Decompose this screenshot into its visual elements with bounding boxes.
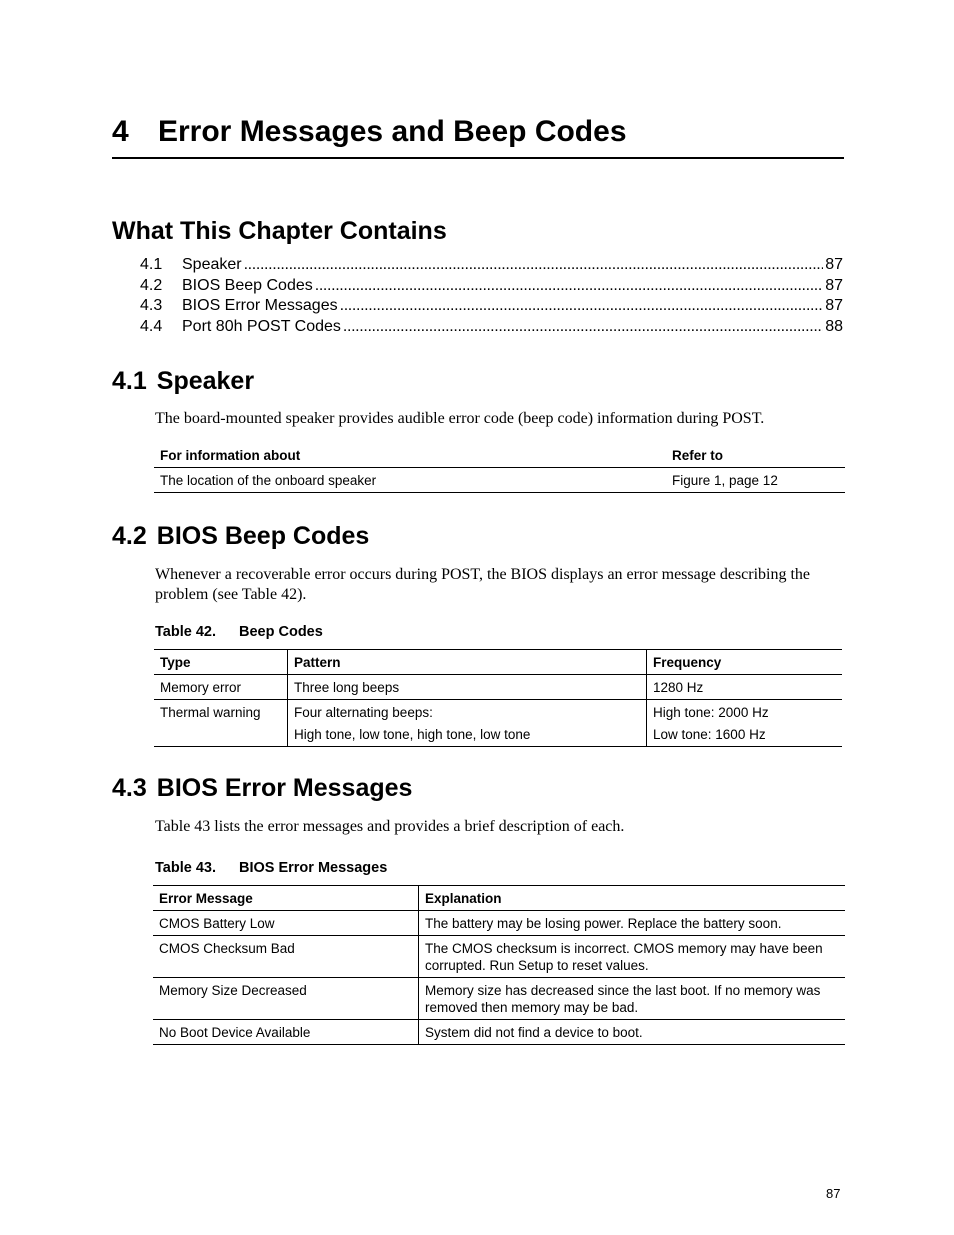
table-row (154, 700, 842, 747)
caption-title: BIOS Error Messages (239, 860, 388, 876)
column-header: Error Message (153, 886, 419, 911)
frequency-line: High tone: 2000 Hz (653, 705, 769, 720)
toc-leader-dots (340, 296, 824, 317)
table-cell: 1280 Hz (647, 675, 843, 700)
toc-leader-dots (244, 255, 824, 276)
errors-paragraph: Table 43 lists the error messages and provides a brief description of each. (155, 818, 625, 835)
toc-leader-dots (343, 317, 823, 338)
table-cell: Memory Size Decreased (153, 978, 419, 1020)
toc-entry-bios-error-messages[interactable] (140, 296, 843, 317)
toc-entry-title: BIOS Error Messages (182, 297, 338, 314)
speaker-paragraph: The board-mounted speaker provides audible error code (beep code) information during POST. (155, 410, 765, 427)
toc-entry-speaker[interactable] (140, 255, 843, 276)
toc-entry-port-80h-post-codes[interactable] (140, 317, 843, 338)
table-header-row (154, 650, 842, 675)
section-heading-bios-error-messages (112, 773, 412, 803)
table-cell: The battery may be losing power. Replace the battery soon. (419, 911, 846, 936)
table-cell: System did not find a device to boot. (419, 1020, 846, 1045)
frequency-line: Low tone: 1600 Hz (653, 727, 766, 742)
table-row (153, 1020, 845, 1045)
table-row (153, 978, 845, 1020)
toc-leader-dots (315, 276, 823, 297)
caption-title: Beep Codes (239, 624, 323, 640)
section-title: BIOS Beep Codes (156, 522, 370, 550)
beep-paragraph: Whenever a recoverable error occurs during POST, the BIOS displays an error message describing the problem (see Table 42). (155, 566, 811, 603)
column-header: Type (154, 650, 288, 675)
table-cell: The location of the onboard speaker (160, 473, 377, 488)
chapter-title (112, 113, 844, 159)
column-header: Frequency (647, 650, 843, 675)
column-header: Explanation (419, 886, 846, 911)
table-cell: No Boot Device Available (153, 1020, 419, 1045)
table-cell (647, 700, 843, 747)
section-number: 4.1 (112, 367, 147, 395)
table-43-caption (155, 860, 387, 876)
table-cell: Three long beeps (288, 675, 647, 700)
toc-entry-number: 4.2 (140, 276, 163, 294)
page-number: 87 (826, 1186, 841, 1201)
toc-entry-page: 88 (825, 317, 843, 335)
section-number: 4.2 (112, 522, 147, 550)
section-heading-speaker (112, 366, 254, 396)
bios-error-messages-table (153, 885, 845, 1045)
section-title: BIOS Error Messages (156, 774, 413, 802)
table-row (153, 911, 845, 936)
column-header: Pattern (288, 650, 647, 675)
toc-heading: What This Chapter Contains (112, 217, 447, 245)
toc-entry-bios-beep-codes[interactable] (140, 276, 843, 297)
table-cell: Figure 1, page 12 (672, 473, 778, 488)
table-cell: The CMOS checksum is incorrect. CMOS memory may have been corrupted. Run Setup to reset values. (419, 936, 846, 978)
caption-label: Table 43. (155, 860, 216, 876)
section-number: 4.3 (112, 774, 147, 802)
table-cell: Memory error (154, 675, 288, 700)
toc-entry-page: 87 (825, 276, 843, 294)
table-row (153, 936, 845, 978)
caption-label: Table 42. (155, 624, 216, 640)
table-cell: CMOS Battery Low (153, 911, 419, 936)
table-42-caption (155, 624, 323, 640)
chapter-title-text: Error Messages and Beep Codes (158, 115, 627, 148)
column-header: For information about (160, 448, 301, 463)
table-cell: Memory size has decreased since the last boot. If no memory was removed then memory may be bad. (419, 978, 846, 1020)
table-of-contents (140, 255, 843, 337)
pattern-line: High tone, low tone, high tone, low tone (294, 727, 531, 742)
toc-entry-number: 4.3 (140, 297, 163, 314)
toc-entry-number: 4.1 (140, 256, 163, 273)
toc-entry-page: 87 (825, 297, 843, 314)
beep-codes-table (154, 649, 842, 747)
chapter-number: 4 (112, 115, 129, 148)
speaker-reference-table (154, 443, 845, 493)
toc-entry-title: Speaker (182, 256, 242, 273)
toc-entry-number: 4.4 (140, 317, 163, 335)
toc-entry-title: BIOS Beep Codes (182, 276, 313, 294)
toc-entry-page: 87 (825, 256, 843, 273)
toc-entry-title: Port 80h POST Codes (182, 317, 341, 335)
table-header-row (154, 443, 845, 468)
table-cell: CMOS Checksum Bad (153, 936, 419, 978)
table-cell: Thermal warning (154, 700, 288, 747)
section-title: Speaker (156, 367, 255, 395)
pattern-line: Four alternating beeps: (294, 705, 433, 720)
table-row (154, 468, 845, 493)
table-header-row (153, 886, 845, 911)
table-cell (288, 700, 647, 747)
table-row (154, 675, 842, 700)
section-heading-bios-beep-codes (112, 521, 369, 551)
column-header: Refer to (672, 448, 724, 463)
